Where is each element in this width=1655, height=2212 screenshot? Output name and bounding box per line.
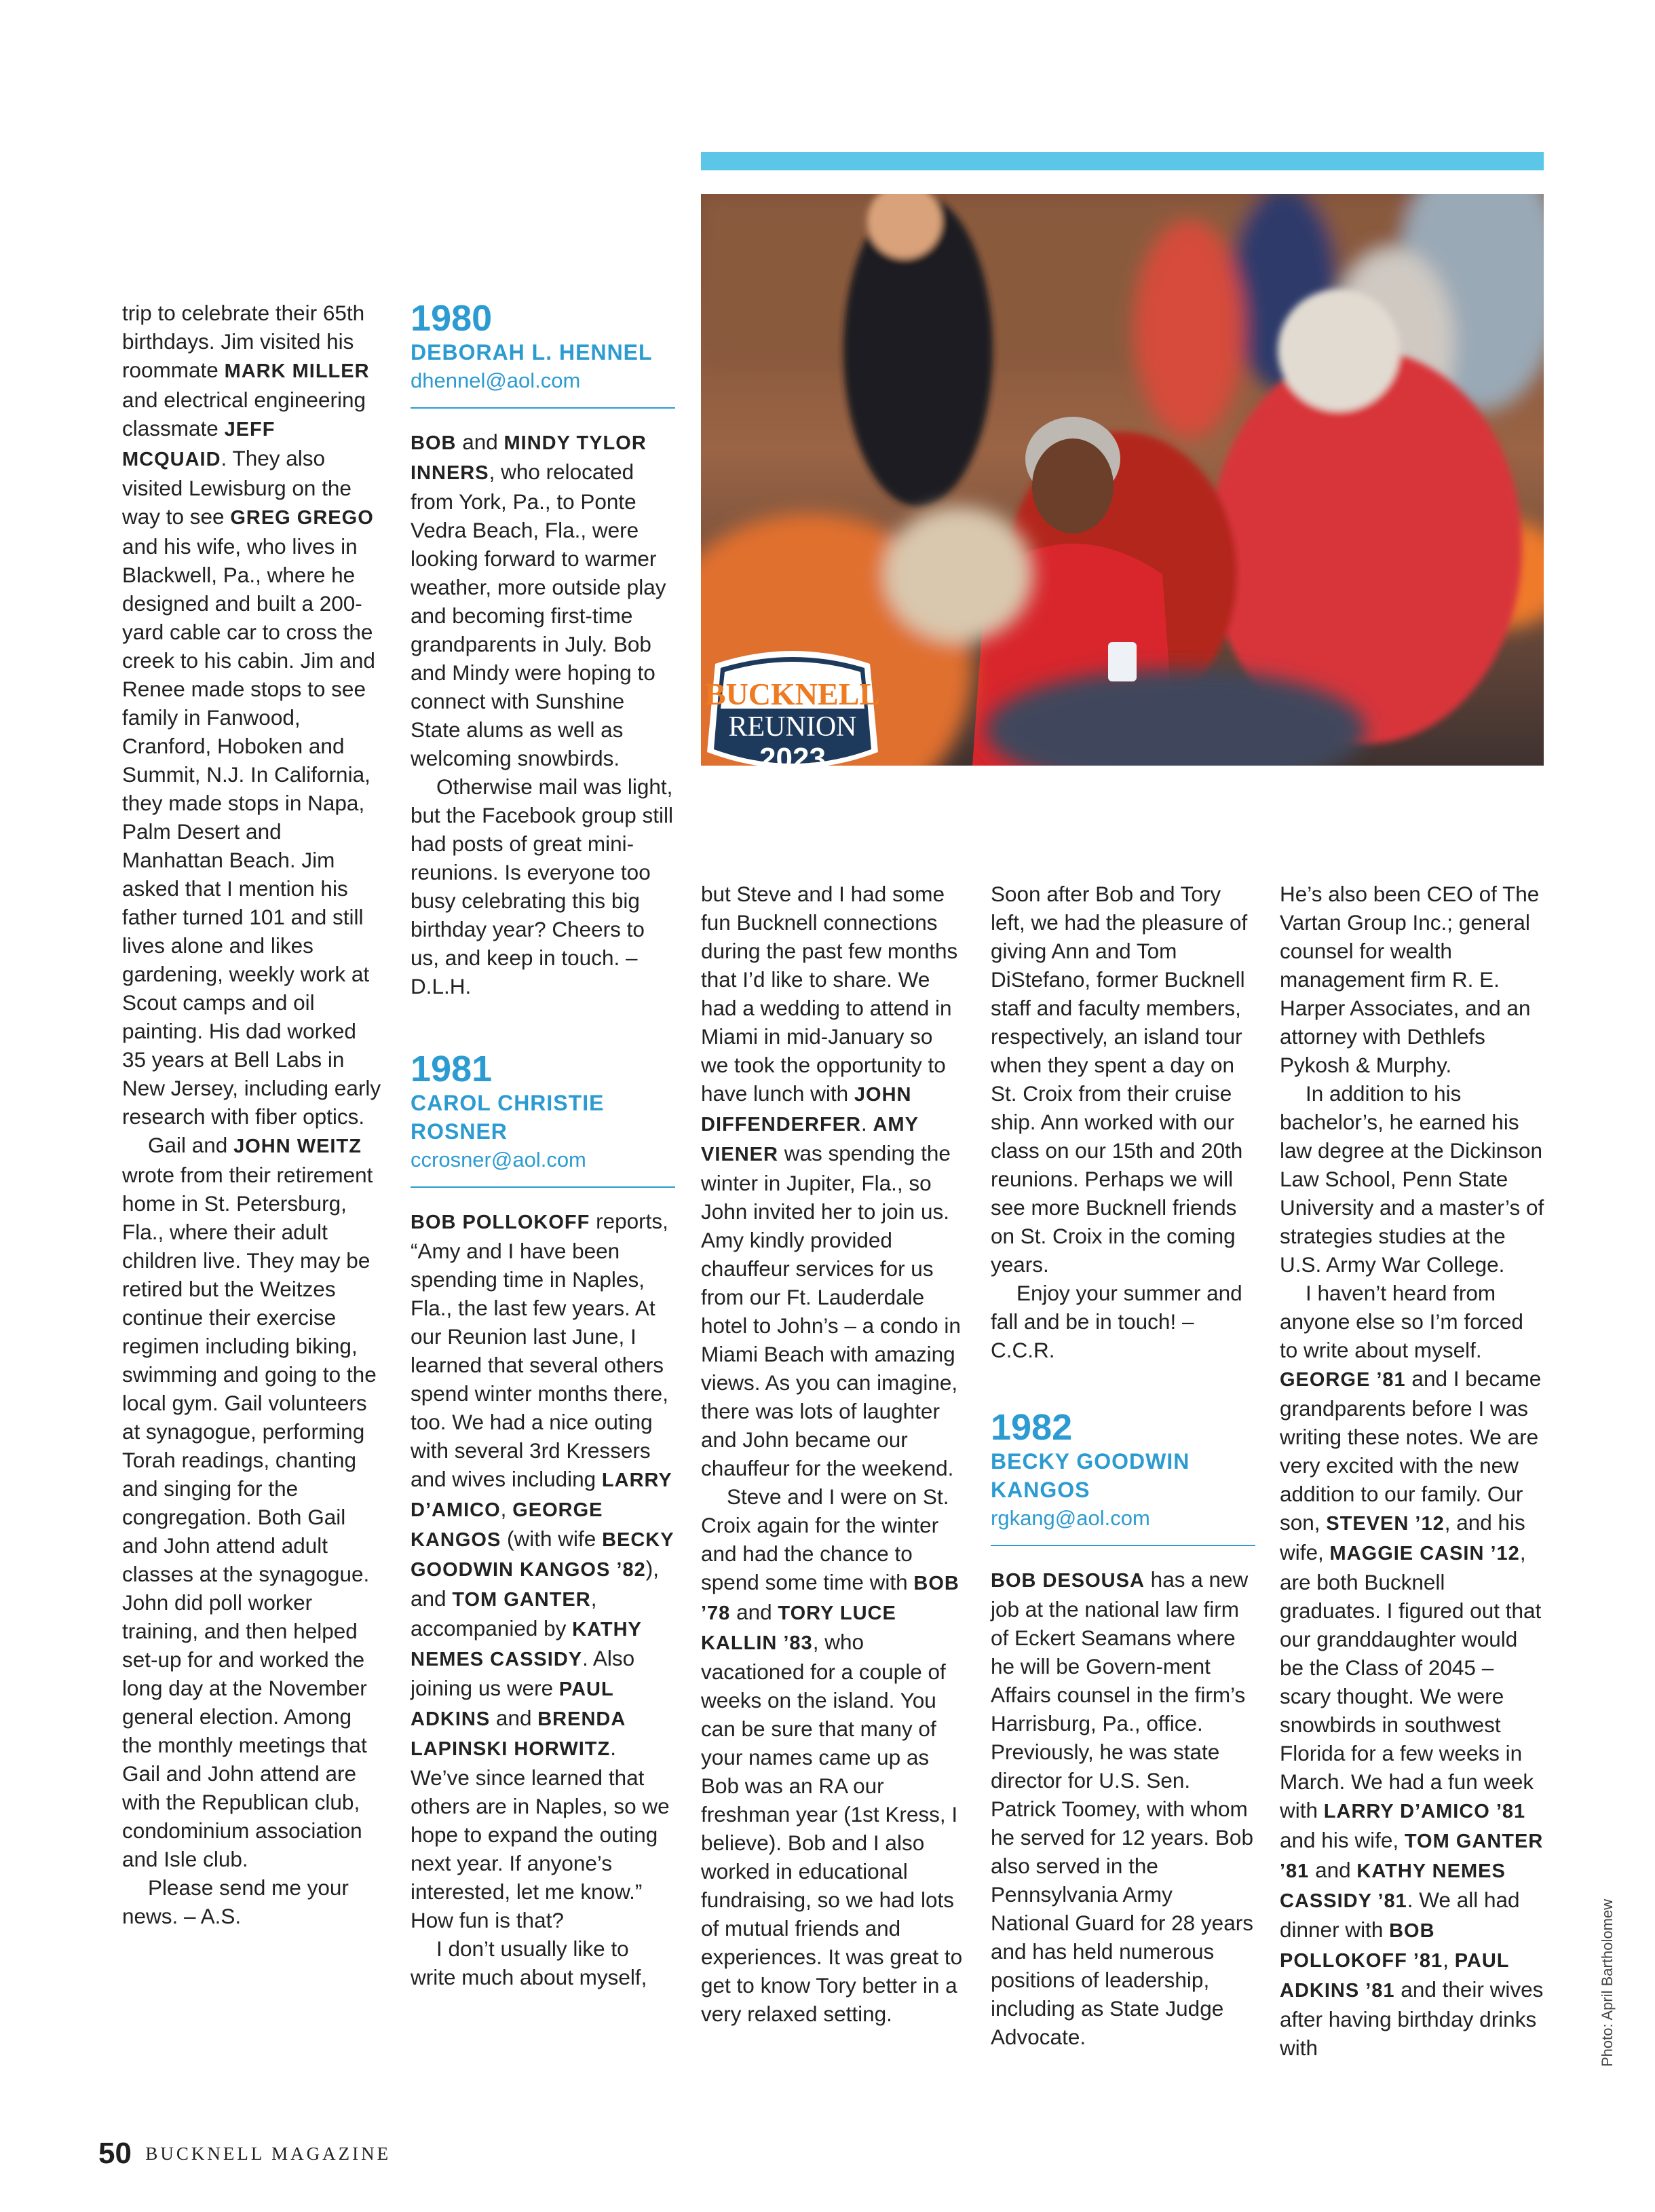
- magazine-name: BUCKNELL MAGAZINE: [145, 2143, 392, 2164]
- reunion-badge: [702, 643, 883, 786]
- person-name: KATHY NEMES CASSIDY: [411, 1619, 642, 1670]
- class-year: 1982: [991, 1407, 1073, 1448]
- paragraph: [411, 428, 675, 772]
- text-run: , accompanied by: [411, 1586, 597, 1641]
- text-run: and: [490, 1706, 538, 1730]
- text-run: , and his wife,: [1280, 1510, 1525, 1564]
- column-5: [1280, 880, 1544, 2062]
- text-run: I don’t usually like to write much about myself,: [411, 1936, 647, 1989]
- column-3: [701, 880, 966, 2028]
- person-name: GEORGE ’81: [1280, 1369, 1406, 1391]
- text-run: and their wives after having birthday drinks with: [1280, 1977, 1544, 2060]
- person-name: JOHN WEITZ: [233, 1136, 362, 1157]
- paragraph: [122, 299, 383, 1131]
- text-run: Enjoy your summer and fall and be in touch! – C.C.R.: [991, 1281, 1242, 1362]
- text-run: and electrical engineering classmate: [122, 388, 366, 440]
- person-name: PAUL ADKINS ’81: [1280, 1950, 1509, 2002]
- paragraph: [1280, 1079, 1544, 1279]
- person-name: BOB ’78: [701, 1573, 959, 1624]
- person-name: BOB POLLOKOFF ’81: [1280, 1920, 1443, 1972]
- text-run: Steve and I were on St. Croix again for the winter and had the chance to spend some time with: [701, 1484, 949, 1594]
- paragraph: [122, 1873, 383, 1930]
- person-name: TOM GANTER: [452, 1589, 591, 1611]
- badge-line-2: REUNION: [728, 711, 857, 743]
- text-run: reports, “Amy and I have been spending time in Naples, Fla., the last few years. At our Reunion last June, I learned that several others spend winter months there, too. We had a nice outing with several 3rd Kressers and wives including: [411, 1209, 668, 1491]
- person-name: JEFF MCQUAID: [122, 419, 275, 470]
- text-run: I haven’t heard from anyone else so I’m forced to write about myself.: [1280, 1281, 1523, 1362]
- person-name: BOB: [411, 432, 457, 454]
- class-1981-notes: [411, 1207, 675, 1991]
- paragraph: [991, 1279, 1255, 1364]
- class-correspondent: BECKY GOODWIN KANGOS: [991, 1449, 1190, 1502]
- person-name: LARRY D’AMICO ’81: [1323, 1801, 1526, 1822]
- person-name: BRENDA LAPINSKI HORWITZ: [411, 1708, 626, 1760]
- text-run: but Steve and I had some fun Bucknell connections during the past few months that I’d like to share. We had a wedding to attend in Miami in mid-January so we took the opportunity to have lunch with: [701, 882, 958, 1106]
- text-run: Gail and: [148, 1133, 234, 1157]
- class-1982-notes: [991, 1565, 1255, 2051]
- class-correspondent: CAROL CHRISTIE ROSNER: [411, 1091, 605, 1144]
- text-run: Otherwise mail was light, but the Facebook group still had posts of great mini-reunions. Is everyone too busy celebrating this big birthday year? Cheers to us, and keep in touch. – D.L.H.: [411, 774, 673, 998]
- correspondent-email[interactable]: dhennel@aol.com: [411, 367, 675, 409]
- text-run: and his wife,: [1280, 1828, 1405, 1852]
- text-run: has a new job at the national law firm of Eckert Seamans where he will be Govern-ment Affairs counsel in the firm’s Harrisburg, Pa., office. Previously, he was state director for U.S. Sen. Patrick Toomey, with whom he served for 12 years. Bob also served in the Pennsylvania Army National Guard for 28 years and has held numerous positions of leadership, including as State Judge Advocate.: [991, 1567, 1253, 2049]
- text-run: and I became grandparents before I was writing these notes. We are very excited with the new addition to our family. Our son,: [1280, 1366, 1542, 1535]
- text-run: In addition to his bachelor’s, he earned his law degree at the Dickinson Law School, Penn State University and a master’s of strategies studies at the U.S. Army War College.: [1280, 1081, 1544, 1277]
- badge-line-1: BUCKNELL: [704, 677, 881, 711]
- paragraph: [1280, 1279, 1544, 2062]
- text-run: was spending the winter in Jupiter, Fla., so John invited her to join us. Amy kindly provided chauffeur services for us from our Ft. Lauderdale hotel to John’s – a condo in Miami Beach with amazing views. As you can imagine, there was lots of laughter and John became our chauffeur for the weekend.: [701, 1141, 961, 1480]
- class-year: 1980: [411, 298, 493, 339]
- person-name: GREG GREGO: [230, 507, 374, 529]
- column-4: [991, 880, 1255, 2051]
- correspondent-email[interactable]: rgkang@aol.com: [991, 1504, 1255, 1546]
- text-run: . Also joining us were: [411, 1646, 635, 1700]
- col1-text: [122, 299, 383, 1930]
- text-run: (with wife: [501, 1526, 603, 1551]
- person-name: BOB DESOUSA: [991, 1570, 1145, 1592]
- text-run: .: [860, 1111, 873, 1136]
- correspondent-email[interactable]: ccrosner@aol.com: [411, 1146, 675, 1188]
- class-1980-notes: [411, 428, 675, 1000]
- photo-credit: Photo: April Bartholomew: [1599, 1898, 1616, 2067]
- col3-text: [701, 880, 966, 2028]
- person-name: KATHY NEMES CASSIDY ’81: [1280, 1860, 1506, 1912]
- text-run: trip to celebrate their 65th birthdays. Jim visited his roommate: [122, 301, 365, 382]
- paragraph: [991, 880, 1255, 1279]
- text-run: and: [1309, 1858, 1357, 1882]
- person-name: TORY LUCE KALLIN ’83: [701, 1602, 896, 1654]
- paragraph: [991, 1565, 1255, 2051]
- class-1982-header: [991, 1408, 1255, 1546]
- person-name: AMY VIENER: [701, 1114, 919, 1165]
- page-footer: [98, 2137, 391, 2171]
- person-name: PAUL ADKINS: [411, 1679, 614, 1730]
- person-name: BOB POLLOKOFF: [411, 1212, 590, 1233]
- accent-bar: [701, 152, 1544, 170]
- text-run: . We all had dinner with: [1280, 1888, 1520, 1942]
- class-1980-header: [411, 299, 675, 409]
- person-name: LARRY D’AMICO: [411, 1469, 672, 1521]
- paragraph: [1280, 880, 1544, 1079]
- person-name: STEVEN ’12: [1326, 1513, 1445, 1535]
- text-run: . They also visited Lewisburg on the way to see: [122, 446, 351, 529]
- class-correspondent: DEBORAH L. HENNEL: [411, 340, 653, 364]
- person-name: MINDY TYLOR INNERS: [411, 432, 647, 484]
- paragraph: [411, 1934, 675, 1991]
- person-name: MAGGIE CASIN ’12: [1329, 1543, 1520, 1564]
- text-run: . We’ve since learned that others are in Naples, so we hope to expand the outing next year. If anyone’s interested, let me know.” How fun is that?: [411, 1736, 670, 1932]
- class-1981-notes-cont: [991, 880, 1255, 1364]
- text-run: Please send me your news. – A.S.: [122, 1875, 349, 1928]
- person-name: TOM GANTER ’81: [1280, 1831, 1544, 1882]
- badge-line-3: 2023: [759, 742, 826, 775]
- paragraph: [701, 1482, 966, 2028]
- text-run: ), and: [411, 1556, 659, 1611]
- paragraph: [411, 1207, 675, 1934]
- class-year: 1981: [411, 1049, 493, 1089]
- paragraph: [411, 772, 675, 1000]
- person-name: MARK MILLER: [224, 360, 370, 382]
- text-run: Soon after Bob and Tory left, we had the pleasure of giving Ann and Tom DiStefano, former Bucknell staff and faculty members, respectively, an island tour when they spent a day on St. Croix from their cruise ship. Ann worked with our class on our 15th and 20th reunions. Perhaps we will see more Bucknell friends on St. Croix in the coming years.: [991, 882, 1248, 1277]
- paragraph: [122, 1131, 383, 1873]
- page-number: 50: [98, 2137, 132, 2170]
- text-run: and: [456, 430, 504, 454]
- column-1: [122, 299, 383, 1930]
- reunion-badge-graphic: [702, 643, 883, 786]
- text-run: , are both Bucknell graduates. I figured out that our granddaughter would be the Class of 2045 – scary thought. We were snowbirds in southwest Florida for a few weeks in March. We had a fun week with: [1280, 1540, 1542, 1822]
- text-run: and: [730, 1600, 778, 1624]
- text-run: He’s also been CEO of The Vartan Group Inc.; general counsel for wealth management firm R. E. Harper Associates, and an attorney with Dethlefs Pykosh & Murphy.: [1280, 882, 1540, 1077]
- text-run: ,: [1443, 1947, 1455, 1972]
- person-name: BECKY GOODWIN KANGOS ’82: [411, 1529, 674, 1581]
- text-run: , who relocated from York, Pa., to Ponte Vedra Beach, Fla., were looking forward to warmer weather, more outside play and becoming first-time grandparents in July. Bob and Mindy were hoping to connect with Sunshine State alums as well as welcoming snowbirds.: [411, 460, 666, 770]
- text-run: and his wife, who lives in Blackwell, Pa., where he designed and built a 200-yard cable car to cross the creek to his cabin. Jim and Renee made stops to see family in Fanwood, Cranford, Hoboken and Summit, N.J. In California, they made stops in Napa, Palm Desert and Manhattan Beach. Jim asked that I mention his father turned 101 and still lives alone and likes gardening, weekly work at Scout camps and oil painting. His dad worked 35 years at Bell Labs in New Jersey, including early research with fiber optics.: [122, 534, 381, 1129]
- text-run: wrote from their retirement home in St. Petersburg, Fla., where their adult children live. They may be retired but the Weitzes continue their exercise regimen including biking, swimming and going to the local gym. Gail volunteers at synagogue, performing Torah readings, chanting and singing for the congregation. Both Gail and John attend adult classes at the synagogue. John did poll worker training, and then helped set-up for and worked the long day at the November general election. Among the monthly meetings that Gail and John attend are with the Republican club, condominium association and Isle club.: [122, 1163, 377, 1871]
- class-1981-header: [411, 1049, 675, 1188]
- text-run: , who vacationed for a couple of weeks on the island. You can be sure that many of your names came up as Bob was an RA our freshman year (1st Kress, I believe). Bob and I also worked in educational fundraising, so we had lots of mutual friends and experiences. It was great to get to know Tory better in a very relaxed setting.: [701, 1630, 963, 2026]
- person-name: GEORGE KANGOS: [411, 1499, 603, 1551]
- text-run: ,: [500, 1497, 513, 1521]
- person-name: JOHN DIFFENDERFER: [701, 1084, 912, 1136]
- column-2: [411, 299, 675, 1991]
- col5-text: [1280, 880, 1544, 2062]
- paragraph: [701, 880, 966, 1482]
